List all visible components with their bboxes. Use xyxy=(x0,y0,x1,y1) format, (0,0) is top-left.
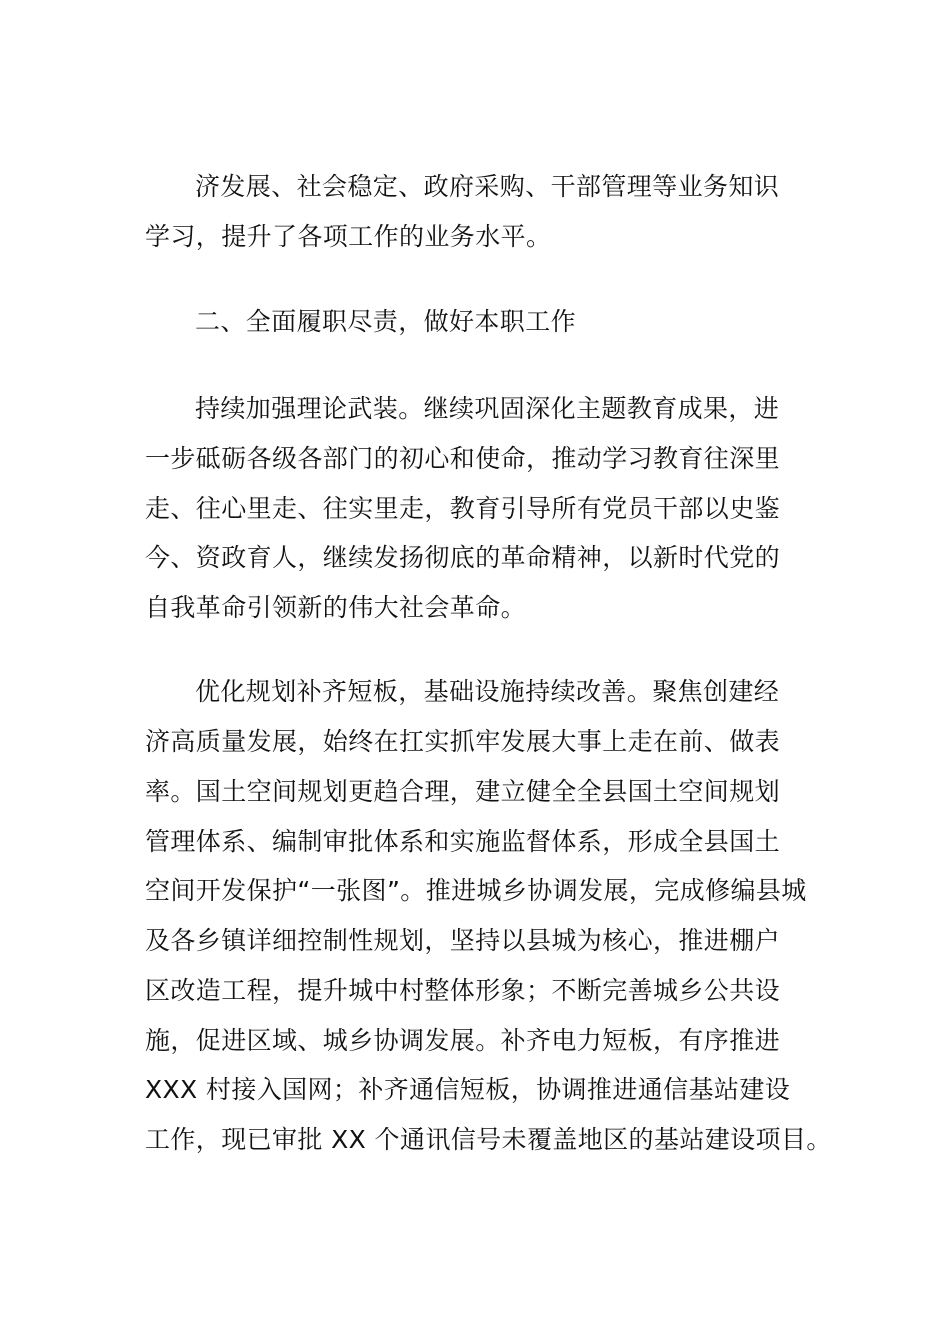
paragraph-3-line-10: 工作，现已审批 XX 个通讯信号未覆盖地区的基站建设项目。 xyxy=(145,1125,832,1154)
paragraph-3-line-1: 优化规划补齐短板，基础设施持续改善。聚焦创建经 xyxy=(195,677,780,706)
paragraph-3-line-7: 区改造工程，提升城中村整体形象；不断完善城乡公共设 xyxy=(145,976,781,1005)
paragraph-1-line-2: 学习，提升了各项工作的业务水平。 xyxy=(145,222,552,251)
paragraph-1-line-1: 济发展、社会稳定、政府采购、干部管理等业务知识 xyxy=(195,172,780,201)
paragraph-3-line-9: XXX 村接入国网；补齐通信短板，协调推进通信基站建设 xyxy=(145,1075,791,1104)
paragraph-2-line-5: 自我革命引领新的伟大社会革命。 xyxy=(145,593,527,622)
paragraph-3-line-8: 施，促进区域、城乡协调发展。补齐电力短板，有序推进 xyxy=(145,1026,781,1055)
paragraph-3-line-4: 管理体系、编制审批体系和实施监督体系，形成全县国土 xyxy=(145,827,781,856)
paragraph-3-line-6: 及各乡镇详细控制性规划，坚持以县城为核心，推进棚户 xyxy=(145,926,781,955)
paragraph-3-line-3: 率。国土空间规划更趋合理，建立健全全县国土空间规划 xyxy=(145,777,781,806)
paragraph-2-line-3: 走、往心里走、往实里走，教育引导所有党员干部以史鉴 xyxy=(145,494,781,523)
section-heading: 二、全面履职尽责，做好本职工作 xyxy=(195,307,577,336)
paragraph-2-line-4: 今、资政育人，继续发扬彻底的革命精神，以新时代党的 xyxy=(145,543,781,572)
paragraph-3-line-5: 空间开发保护“一张图”。推进城乡协调发展，完成修编县城 xyxy=(145,876,807,905)
paragraph-2-line-2: 一步砥砺各级各部门的初心和使命，推动学习教育往深里 xyxy=(145,444,781,473)
paragraph-2-line-1: 持续加强理论武装。继续巩固深化主题教育成果，进 xyxy=(195,394,780,423)
paragraph-3-line-2: 济高质量发展，始终在扛实抓牢发展大事上走在前、做表 xyxy=(145,727,781,756)
